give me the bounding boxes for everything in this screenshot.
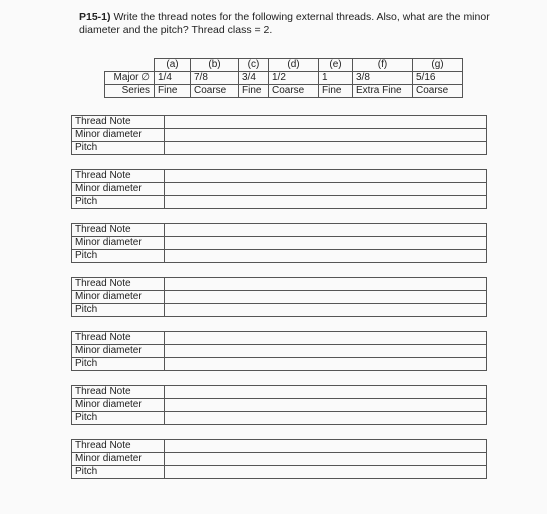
spec-cell-major: 3/4: [239, 72, 269, 85]
answer-table-e: [71, 331, 487, 371]
answer-table-b: [71, 169, 487, 209]
answer-row: [72, 440, 487, 453]
answer-row-label: Minor diameter: [72, 399, 165, 412]
answer-row-label: Minor diameter: [72, 453, 165, 466]
answer-table-d: [71, 277, 487, 317]
spec-cell-series: Coarse: [269, 85, 319, 98]
spec-cell-letter: (a): [155, 59, 191, 72]
answer-field[interactable]: [165, 291, 487, 304]
answer-field[interactable]: [165, 304, 487, 317]
answer-row: [72, 129, 487, 142]
answer-row-label: Thread Note: [72, 170, 165, 183]
question-number: P15-1): [79, 11, 111, 23]
spec-cell-series: Coarse: [413, 85, 463, 98]
answer-table-g: [71, 439, 487, 479]
spec-cell-letter: (b): [191, 59, 239, 72]
answer-row-label: Thread Note: [72, 116, 165, 129]
answer-field[interactable]: [165, 278, 487, 291]
thread-spec-table: [104, 58, 463, 98]
answer-row: [72, 278, 487, 291]
spec-row-major: [105, 72, 463, 85]
answer-field[interactable]: [165, 453, 487, 466]
answer-row: [72, 453, 487, 466]
spec-row-label-major: Major ∅: [105, 72, 155, 85]
spec-cell-letter: (c): [239, 59, 269, 72]
spec-cell-series: Extra Fine: [353, 85, 413, 98]
answer-row: [72, 183, 487, 196]
answer-row-label: Minor diameter: [72, 129, 165, 142]
answer-row: [72, 116, 487, 129]
answer-field[interactable]: [165, 183, 487, 196]
answer-field[interactable]: [165, 142, 487, 155]
spec-cell-letter: (e): [319, 59, 353, 72]
answer-row-label: Minor diameter: [72, 237, 165, 250]
answer-row-label: Pitch: [72, 250, 165, 263]
answer-row: [72, 142, 487, 155]
answer-field[interactable]: [165, 116, 487, 129]
spec-cell-major: 1: [319, 72, 353, 85]
answer-field[interactable]: [165, 466, 487, 479]
answer-row-label: Thread Note: [72, 224, 165, 237]
answer-table-a: [71, 115, 487, 155]
spec-row-label-letter: [105, 59, 155, 72]
answer-field[interactable]: [165, 440, 487, 453]
answer-row-label: Thread Note: [72, 332, 165, 345]
spec-cell-series: Fine: [319, 85, 353, 98]
spec-cell-major: 7/8: [191, 72, 239, 85]
answer-field[interactable]: [165, 332, 487, 345]
answer-row: [72, 224, 487, 237]
answer-field[interactable]: [165, 250, 487, 263]
answer-row: [72, 332, 487, 345]
answer-field[interactable]: [165, 399, 487, 412]
spec-row-label-series: Series: [105, 85, 155, 98]
answer-field[interactable]: [165, 345, 487, 358]
answer-row-label: Minor diameter: [72, 183, 165, 196]
answer-field[interactable]: [165, 224, 487, 237]
spec-cell-series: Fine: [155, 85, 191, 98]
answer-row: [72, 386, 487, 399]
answer-field[interactable]: [165, 129, 487, 142]
answer-row-label: Minor diameter: [72, 345, 165, 358]
spec-cell-letter: (g): [413, 59, 463, 72]
answer-table-f: [71, 385, 487, 425]
answer-row: [72, 466, 487, 479]
spec-cell-major: 3/8: [353, 72, 413, 85]
spec-cell-letter: (d): [269, 59, 319, 72]
answer-row-label: Thread Note: [72, 440, 165, 453]
answer-row-label: Minor diameter: [72, 291, 165, 304]
answer-row-label: Pitch: [72, 304, 165, 317]
answer-field[interactable]: [165, 170, 487, 183]
spec-cell-major: 1/2: [269, 72, 319, 85]
spec-cell-major: 1/4: [155, 72, 191, 85]
answer-row: [72, 196, 487, 209]
spec-cell-major: 5/16: [413, 72, 463, 85]
answer-row-label: Pitch: [72, 142, 165, 155]
answer-row: [72, 250, 487, 263]
answer-row-label: Pitch: [72, 412, 165, 425]
question-text: Write the thread notes for the following external threads. Also, what are the minor diameter and the pitch? Thread class = 2.: [79, 11, 490, 36]
spec-row-series: [105, 85, 463, 98]
answer-field[interactable]: [165, 196, 487, 209]
answer-row-label: Thread Note: [72, 386, 165, 399]
answer-field[interactable]: [165, 386, 487, 399]
answer-row: [72, 345, 487, 358]
answer-row-label: Pitch: [72, 196, 165, 209]
answer-field[interactable]: [165, 358, 487, 371]
answer-row-label: Pitch: [72, 466, 165, 479]
spec-cell-letter: (f): [353, 59, 413, 72]
answer-row: [72, 399, 487, 412]
answer-row: [72, 358, 487, 371]
spec-cell-series: Fine: [239, 85, 269, 98]
answer-row: [72, 291, 487, 304]
answer-field[interactable]: [165, 412, 487, 425]
spec-cell-series: Coarse: [191, 85, 239, 98]
answer-row: [72, 237, 487, 250]
answer-row-label: Thread Note: [72, 278, 165, 291]
spec-row-letter: [105, 59, 463, 72]
answer-row: [72, 170, 487, 183]
answer-row: [72, 304, 487, 317]
answer-row: [72, 412, 487, 425]
question-prompt: [79, 11, 529, 37]
answer-field[interactable]: [165, 237, 487, 250]
answer-table-c: [71, 223, 487, 263]
answer-row-label: Pitch: [72, 358, 165, 371]
